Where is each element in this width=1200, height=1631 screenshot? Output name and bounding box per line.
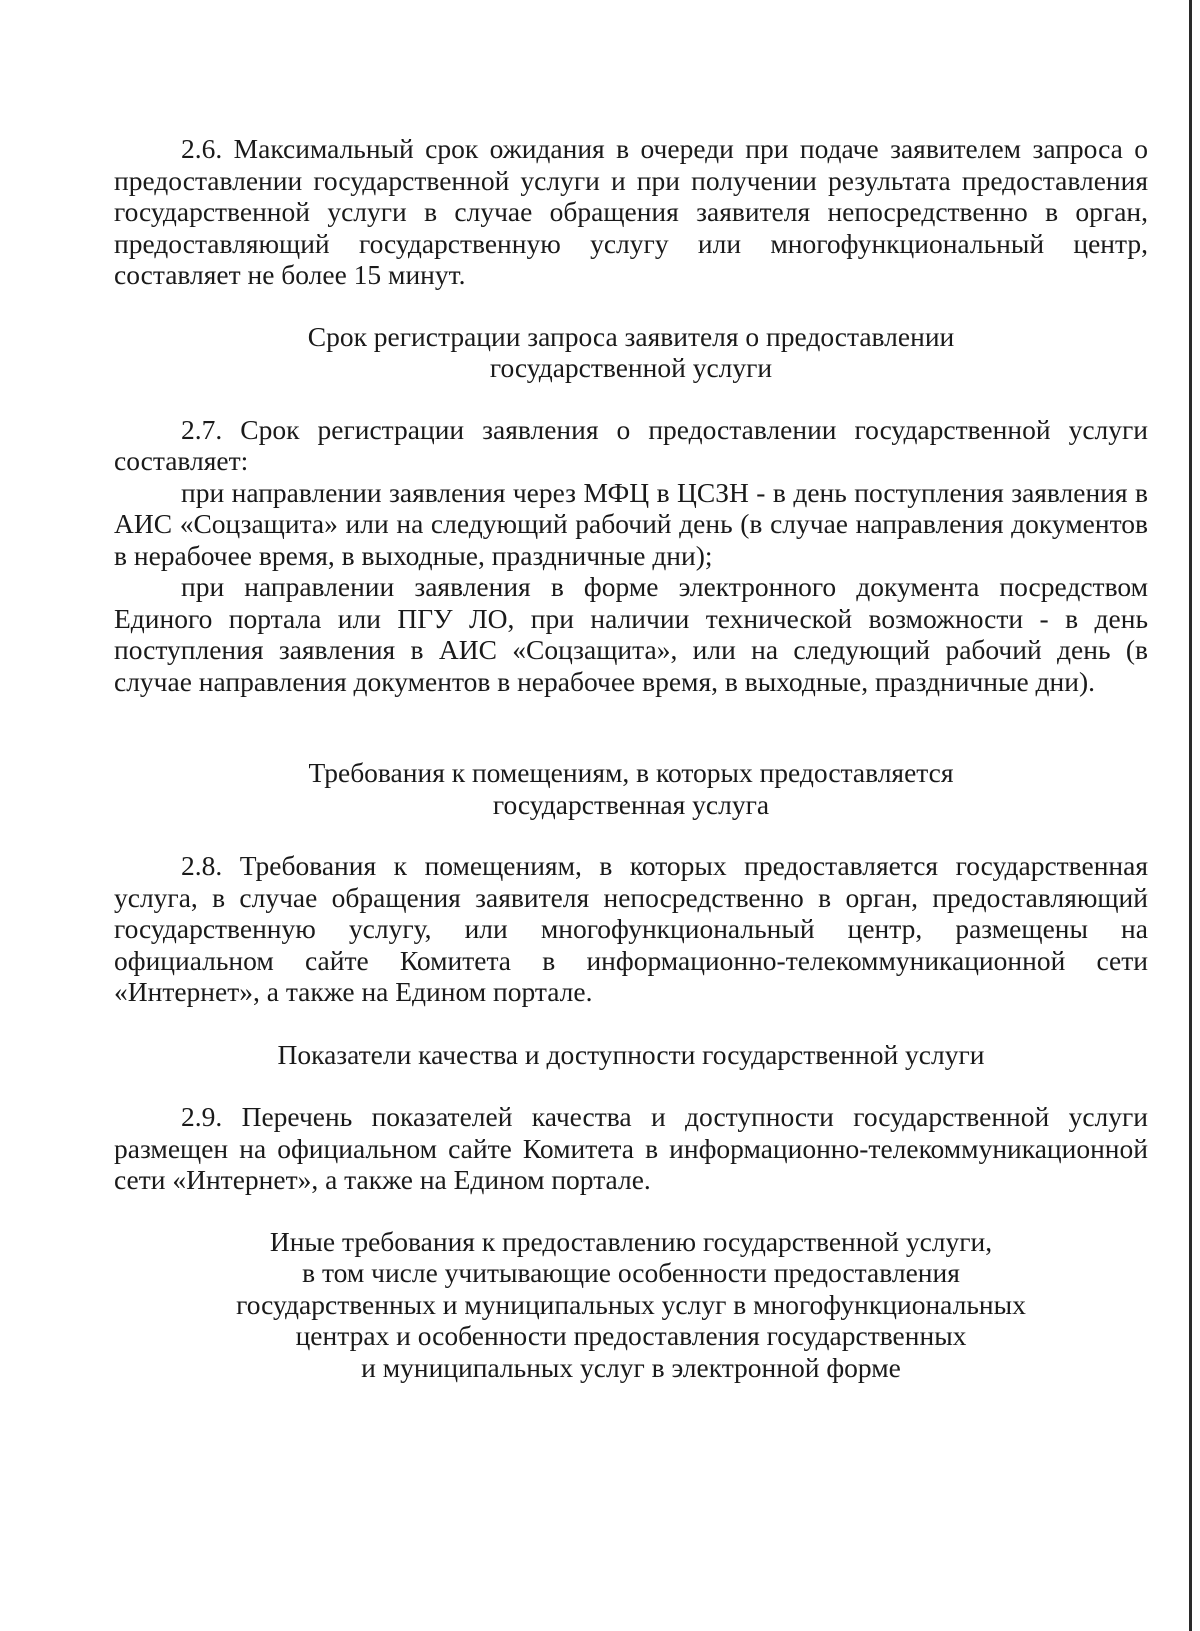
paragraph-2-9: 2.9. Перечень показателей качества и доступности государственной услуги размещен на официальном сайте Комитета в информационно-телекоммуникационной сети «Интернет», а также на Едином портале. <box>114 1101 1148 1195</box>
heading-line: Показатели качества и доступности государственной услуги <box>277 1038 985 1070</box>
heading-line: и муниципальных услуг в электронной форме <box>361 1351 901 1383</box>
heading-line: государственных и муниципальных услуг в многофункциональных <box>236 1288 1026 1320</box>
heading-line: Требования к помещениям, в которых предоставляется <box>308 757 954 788</box>
page-edge-line <box>1189 0 1192 1631</box>
heading-line: Иные требования к предоставлению государственной услуги, <box>269 1225 993 1257</box>
heading-line: государственной услуги <box>489 352 773 383</box>
spacer <box>114 1196 1148 1226</box>
spacer <box>114 1008 1148 1039</box>
paragraph-2-7-intro: 2.7. Срок регистрации заявления о предоставлении государственной услуги составляет: <box>114 413 1148 476</box>
paragraph-2-6: 2.6. Максимальный срок ожидания в очереди при подаче заявителем запроса о предоставлении государственной услуги и при получении результата предоставления государственной услуги в случае обращения заявителя непосредственно в орган, предоставляющий государственную услугу или многофункциональный центр, составляет не более 15 минут. <box>114 133 1148 290</box>
heading-registration-term <box>114 321 1148 384</box>
spacer <box>114 697 1148 757</box>
heading-quality-indicators <box>114 1039 1148 1071</box>
heading-line: в том числе учитывающие особенности предоставления <box>302 1257 960 1288</box>
heading-other-requirements <box>114 1226 1148 1384</box>
spacer <box>114 820 1148 850</box>
heading-line: Срок регистрации запроса заявителя о предоставлении <box>307 320 955 352</box>
paragraph-2-8: 2.8. Требования к помещениям, в которых предоставляется государственная услуга, в случае обращения заявителя непосредственно в орган, предоставляющий государственную услугу, или многофункциональный центр, размещены на официальном сайте Комитета в информационно-телекоммуникационной сети «Интернет», а также на Едином портале. <box>114 850 1148 1007</box>
paragraph-2-7-portal: при направлении заявления в форме электронного документа посредством Единого портала или ПГУ ЛО, при наличии технической возможности - в день поступления заявления в АИС «Соцзащита», или на следующий рабочий день (в случае направления документов в нерабочее время, в выходные, праздничные дни). <box>114 571 1148 697</box>
paragraph-2-7-mfc: при направлении заявления через МФЦ в ЦСЗН - в день поступления заявления в АИС «Соцзащита» или на следующий рабочий день (в случае направления документов в нерабочее время, в выходные, праздничные дни); <box>114 476 1148 571</box>
spacer <box>114 1070 1148 1101</box>
document-body <box>114 133 1148 1383</box>
heading-line: центрах и особенности предоставления государственных <box>295 1320 967 1351</box>
heading-line: государственная услуга <box>492 788 770 820</box>
heading-premises-requirements <box>114 757 1148 820</box>
spacer <box>114 291 1148 321</box>
spacer <box>114 384 1148 414</box>
